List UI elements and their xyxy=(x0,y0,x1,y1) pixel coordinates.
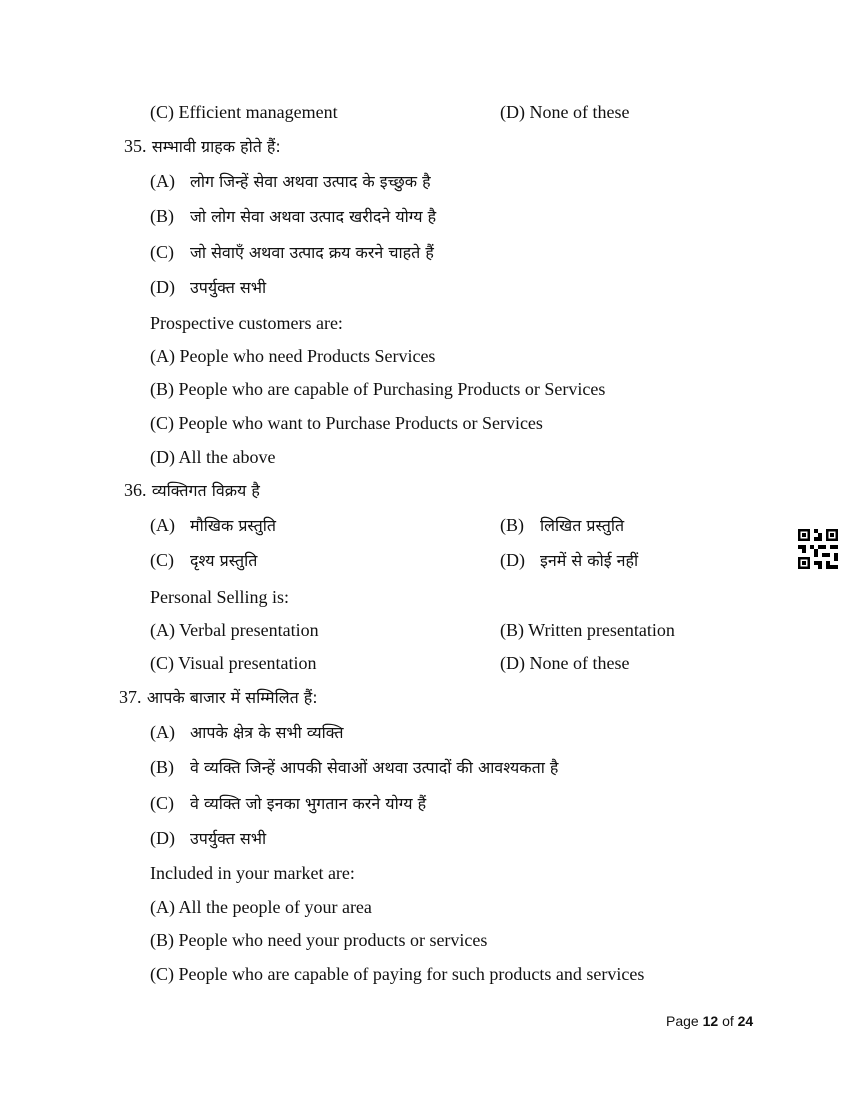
q35-english-option-b: (B) People who are capable of Purchasing Products or Services xyxy=(150,379,606,399)
option-letter: (A) xyxy=(150,171,175,191)
q35-english-option-a: (A) People who need Products Services xyxy=(150,346,436,366)
option-text: लोग जिन्हें सेवा अथवा उत्पाद के इच्छुक है xyxy=(190,172,431,191)
option-text: जो लोग सेवा अथवा उत्पाद खरीदने योग्य है xyxy=(190,207,437,226)
question-35 xyxy=(124,135,281,158)
q36-hindi-option-d xyxy=(500,549,638,572)
question-text-hindi: आपके बाजार में सम्मिलित हैं: xyxy=(146,688,318,707)
option-letter: (B) xyxy=(150,757,174,777)
question-number: 35. xyxy=(124,136,147,156)
q37-hindi-option-a xyxy=(150,721,343,744)
q35-english-option-d: (D) All the above xyxy=(150,447,276,467)
option-letter: (C) xyxy=(150,793,174,813)
option-letter: (B) xyxy=(150,206,174,226)
option-letter: (D) xyxy=(500,550,525,570)
q37-english-option-a: (A) All the people of your area xyxy=(150,897,372,917)
q36-english-option-c: (C) Visual presentation xyxy=(150,653,317,673)
page-label: Page xyxy=(666,1013,699,1029)
option-letter: (D) xyxy=(150,828,175,848)
q37-hindi-option-c xyxy=(150,792,426,815)
question-number: 37. xyxy=(119,687,142,707)
option-text: वे व्यक्ति जिन्हें आपकी सेवाओं अथवा उत्पादों की आवश्यकता है xyxy=(190,758,559,777)
option-text: लिखित प्रस्तुति xyxy=(540,516,625,535)
question-number: 36. xyxy=(124,480,147,500)
question-36 xyxy=(124,479,260,502)
total-pages: 24 xyxy=(737,1013,754,1029)
q35-english-question: Prospective customers are: xyxy=(150,313,343,333)
option-letter: (D) xyxy=(150,277,175,297)
q37-english-question: Included in your market are: xyxy=(150,863,355,883)
option-text: आपके क्षेत्र के सभी व्यक्ति xyxy=(190,723,344,742)
q35-hindi-option-c xyxy=(150,241,434,264)
option-letter: (A) xyxy=(150,722,175,742)
q36-english-option-b: (B) Written presentation xyxy=(500,620,675,640)
page-of-label: of xyxy=(722,1013,734,1029)
option-letter: (A) xyxy=(150,515,175,535)
page-number xyxy=(666,1013,753,1029)
q35-english-option-c: (C) People who want to Purchase Products or Services xyxy=(150,413,543,433)
q37-hindi-option-d xyxy=(150,827,266,850)
q37-hindi-option-b xyxy=(150,756,558,779)
q36-hindi-option-b xyxy=(500,514,624,537)
option-letter: (C) xyxy=(150,550,174,570)
q36-english-option-d: (D) None of these xyxy=(500,653,630,673)
q35-hindi-option-b xyxy=(150,205,436,228)
option-text: मौखिक प्रस्तुति xyxy=(190,516,277,535)
q36-english-option-a: (A) Verbal presentation xyxy=(150,620,319,640)
option-text: इनमें से कोई नहीं xyxy=(540,551,639,570)
option-letter: (C) xyxy=(150,242,174,262)
option-text: जो सेवाएँ अथवा उत्पाद क्रय करने चाहते हैं xyxy=(190,243,434,262)
q35-hindi-option-d xyxy=(150,276,266,299)
option-text: उपर्युक्त सभी xyxy=(190,278,267,297)
q36-hindi-option-c xyxy=(150,549,257,572)
q36-english-question: Personal Selling is: xyxy=(150,587,289,607)
q35-hindi-option-a xyxy=(150,170,431,193)
q36-hindi-option-a xyxy=(150,514,276,537)
option-text: वे व्यक्ति जो इनका भुगतान करने योग्य हैं xyxy=(190,794,427,813)
option-text: उपर्युक्त सभी xyxy=(190,829,267,848)
question-37 xyxy=(119,686,318,709)
q34-option-c: (C) Efficient management xyxy=(150,102,338,122)
question-text-hindi: सम्भावी ग्राहक होते हैं: xyxy=(151,137,281,156)
option-text: दृश्य प्रस्तुति xyxy=(190,551,258,570)
q34-option-d: (D) None of these xyxy=(500,102,630,122)
option-letter: (B) xyxy=(500,515,524,535)
question-text-hindi: व्यक्तिगत विक्रय है xyxy=(151,481,260,500)
q37-english-option-c: (C) People who are capable of paying for such products and services xyxy=(150,964,645,984)
qr-code-icon xyxy=(798,529,838,569)
current-page: 12 xyxy=(702,1013,719,1029)
q37-english-option-b: (B) People who need your products or services xyxy=(150,930,488,950)
